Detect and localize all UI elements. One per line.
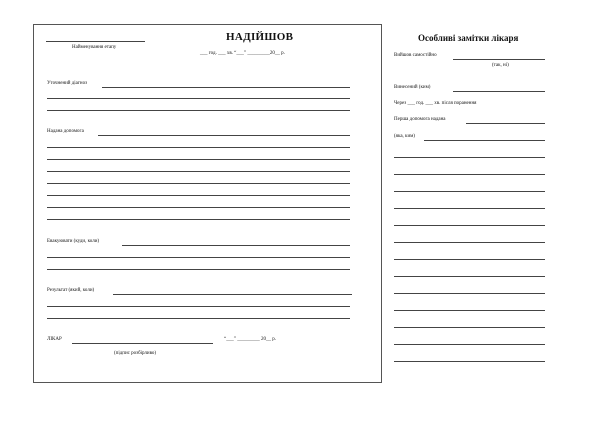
doctor-signature-field[interactable]: [72, 343, 213, 344]
result-field[interactable]: [113, 294, 352, 295]
first-aid-label: Перша допомога надана: [394, 117, 446, 122]
result-line-2[interactable]: [47, 306, 350, 307]
aid-given-line-8[interactable]: [47, 219, 350, 220]
doctor-label: ЛІКАР: [47, 337, 62, 342]
left-form-frame: [33, 24, 382, 383]
by-whom-label: (яка, ким): [394, 134, 415, 139]
aid-given-line-2[interactable]: [47, 147, 350, 148]
aid-given-line-3[interactable]: [47, 159, 350, 160]
notes-line-8[interactable]: [394, 276, 545, 277]
aid-given-line-6[interactable]: [47, 195, 350, 196]
notes-line-11[interactable]: [394, 327, 545, 328]
after-injury-line: Через ___ год. ___ хв. після поранення: [394, 101, 477, 106]
aid-given-line-7[interactable]: [47, 207, 350, 208]
arrival-time-line: ___ год. ___ хв. “___” _________20__ р.: [200, 51, 285, 56]
notes-line-10[interactable]: [394, 310, 545, 311]
signature-caption: (підпис розбірливо): [114, 351, 157, 356]
evacuate-field[interactable]: [122, 245, 350, 246]
refined-diagnosis-line-2[interactable]: [47, 98, 350, 99]
aid-given-line-5[interactable]: [47, 183, 350, 184]
first-aid-field[interactable]: [466, 123, 545, 124]
evacuate-line-2[interactable]: [47, 257, 350, 258]
evacuate-label: Евакуювати (куди, коли): [47, 239, 100, 244]
carried-out-field[interactable]: [453, 91, 545, 92]
result-line-3[interactable]: [47, 318, 350, 319]
notes-line-12[interactable]: [394, 344, 545, 345]
form-title: НАДІЙШОВ: [226, 31, 294, 43]
notes-line-3[interactable]: [394, 191, 545, 192]
aid-given-label: Надана допомога: [47, 129, 84, 134]
notes-line-5[interactable]: [394, 225, 545, 226]
evacuate-line-3[interactable]: [47, 269, 350, 270]
notes-line-6[interactable]: [394, 242, 545, 243]
notes-line-4[interactable]: [394, 208, 545, 209]
notes-line-13[interactable]: [394, 361, 545, 362]
refined-diagnosis-field[interactable]: [102, 87, 350, 88]
refined-diagnosis-line-3[interactable]: [47, 110, 350, 111]
result-label: Результат (який, коли): [47, 288, 95, 293]
institution-field[interactable]: [46, 41, 145, 42]
aid-given-line-4[interactable]: [47, 171, 350, 172]
doctor-notes-title: Особливі замітки лікаря: [418, 33, 519, 43]
walked-out-caption: (так, ні): [492, 63, 509, 68]
walked-out-field[interactable]: [453, 59, 545, 60]
walked-out-label: Вийшов самостійно: [394, 53, 437, 58]
notes-line-1[interactable]: [394, 157, 545, 158]
aid-given-field[interactable]: [98, 135, 350, 136]
institution-caption: Найменування етапу: [72, 45, 117, 50]
by-whom-field[interactable]: [424, 140, 545, 141]
doctor-date-line: “___” _________ 20__ р.: [224, 337, 276, 342]
notes-line-7[interactable]: [394, 259, 545, 260]
notes-line-9[interactable]: [394, 293, 545, 294]
refined-diagnosis-label: Уточнений діагноз: [47, 81, 88, 86]
carried-out-label: Винесений (ким): [394, 85, 431, 90]
notes-line-2[interactable]: [394, 174, 545, 175]
